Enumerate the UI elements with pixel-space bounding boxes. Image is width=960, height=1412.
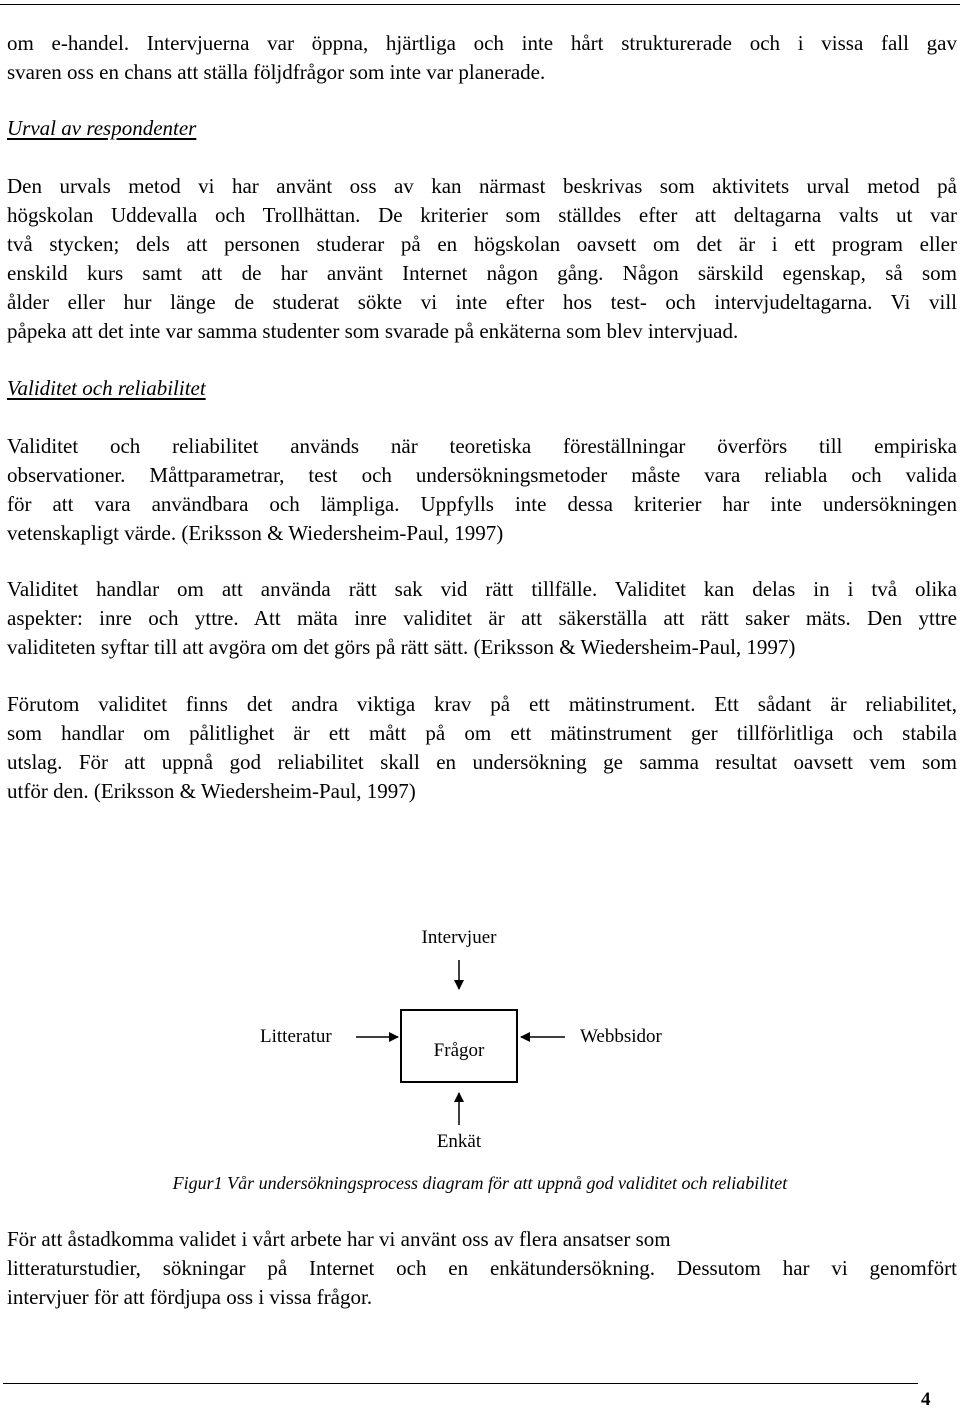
validitet-line: Validitet och reliabilitet används när teoretiska föreställningar överförs till empiriska: [7, 434, 957, 458]
figure-caption: Figur1 Vår undersökningsprocess diagram för att uppnå god validitet och reliabilitet: [172, 1173, 788, 1193]
section-heading-urval: Urval av respondenter: [7, 116, 197, 140]
closing-line: litteraturstudier, sökningar på Internet och en enkätundersökning. Dessutom har vi genomfört: [7, 1256, 957, 1280]
bottom-node-label: Enkät: [436, 1131, 482, 1152]
validitet-line: observationer. Måttparametrar, test och undersökningsmetoder måste vara reliabla och valida: [7, 463, 957, 487]
intro-paragraph: [7, 29, 957, 87]
closing-line: För att åstadkomma validet i vårt arbete har vi använt oss av flera ansatser som: [7, 1227, 671, 1251]
urval-line: ålder eller hur länge de studerat sökte vi inte efter hos test- och intervjudeltagarna. Vi vill: [7, 290, 957, 314]
urval-line: påpeka att det inte var samma studenter som svarade på enkäterna som blev intervjuad.: [7, 319, 739, 343]
footer-divider: [3, 1383, 918, 1384]
validitet-paragraph-1: [7, 432, 957, 548]
process-diagram: [0, 900, 960, 1160]
right-node-label: Webbsidor: [580, 1026, 662, 1047]
section-heading-validitet: Validitet och reliabilitet: [7, 376, 206, 400]
validitet-line: validiteten syftar till att avgöra om det görs på rätt sätt. (Eriksson & Wiedersheim-Paul, 1997): [7, 635, 796, 659]
validitet-paragraph-3: [7, 690, 957, 806]
validitet-line: utslag. För att uppnå god reliabilitet skall en undersökning ge samma resultat oavsett vem som: [7, 750, 957, 774]
urval-line: Den urvals metod vi har använt oss av kan närmast beskrivas som aktivitets urval metod på: [7, 174, 957, 198]
page-number: 4: [921, 1389, 931, 1410]
top-node-label: Intervjuer: [421, 927, 497, 948]
validitet-paragraph-2: [7, 575, 957, 662]
validitet-line: Förutom validitet finns det andra viktiga krav på ett mätinstrument. Ett sådant är reliabilitet,: [7, 692, 957, 716]
urval-line: högskolan Uddevalla och Trollhättan. De kriterier som ställdes efter att deltagarna valts ut var: [7, 203, 957, 227]
top-divider: [0, 4, 960, 5]
validitet-line: utför den. (Eriksson & Wiedersheim-Paul, 1997): [7, 779, 416, 803]
closing-line: intervjuer för att fördjupa oss i vissa frågor.: [7, 1285, 373, 1309]
closing-paragraph: [7, 1225, 957, 1312]
validitet-line: aspekter: inre och yttre. Att mäta inre validitet är att säkerställa att rätt saker mäts. Den yttre: [7, 606, 957, 630]
validitet-line: för att vara användbara och lämpliga. Uppfylls inte dessa kriterier har inte undersökningen: [7, 492, 957, 516]
urval-line: två stycken; dels att personen studerar på en högskolan oavsett om det är i ett program eller: [7, 232, 957, 256]
validitet-line: vetenskapligt värde. (Eriksson & Wiedersheim-Paul, 1997): [7, 521, 504, 545]
intro-line: om e-handel. Intervjuerna var öppna, hjärtliga och inte hårt strukturerade och i vissa fall gav: [7, 31, 957, 55]
process-diagram-svg: [0, 900, 960, 1160]
intro-line: svaren oss en chans att ställa följdfrågor som inte var planerade.: [7, 60, 546, 84]
center-label: Frågor: [433, 1040, 485, 1061]
urval-paragraph: [7, 172, 957, 346]
validitet-line: Validitet handlar om att använda rätt sak vid rätt tillfälle. Validitet kan delas in i två olika: [7, 577, 957, 601]
left-node-label: Litteratur: [260, 1026, 332, 1047]
validitet-line: som handlar om pålitlighet är ett mått på om ett mätinstrument ger tillförlitliga och stabila: [7, 721, 957, 745]
urval-line: enskild kurs samt att de har använt Internet någon gång. Någon särskild egenskap, så som: [7, 261, 957, 285]
